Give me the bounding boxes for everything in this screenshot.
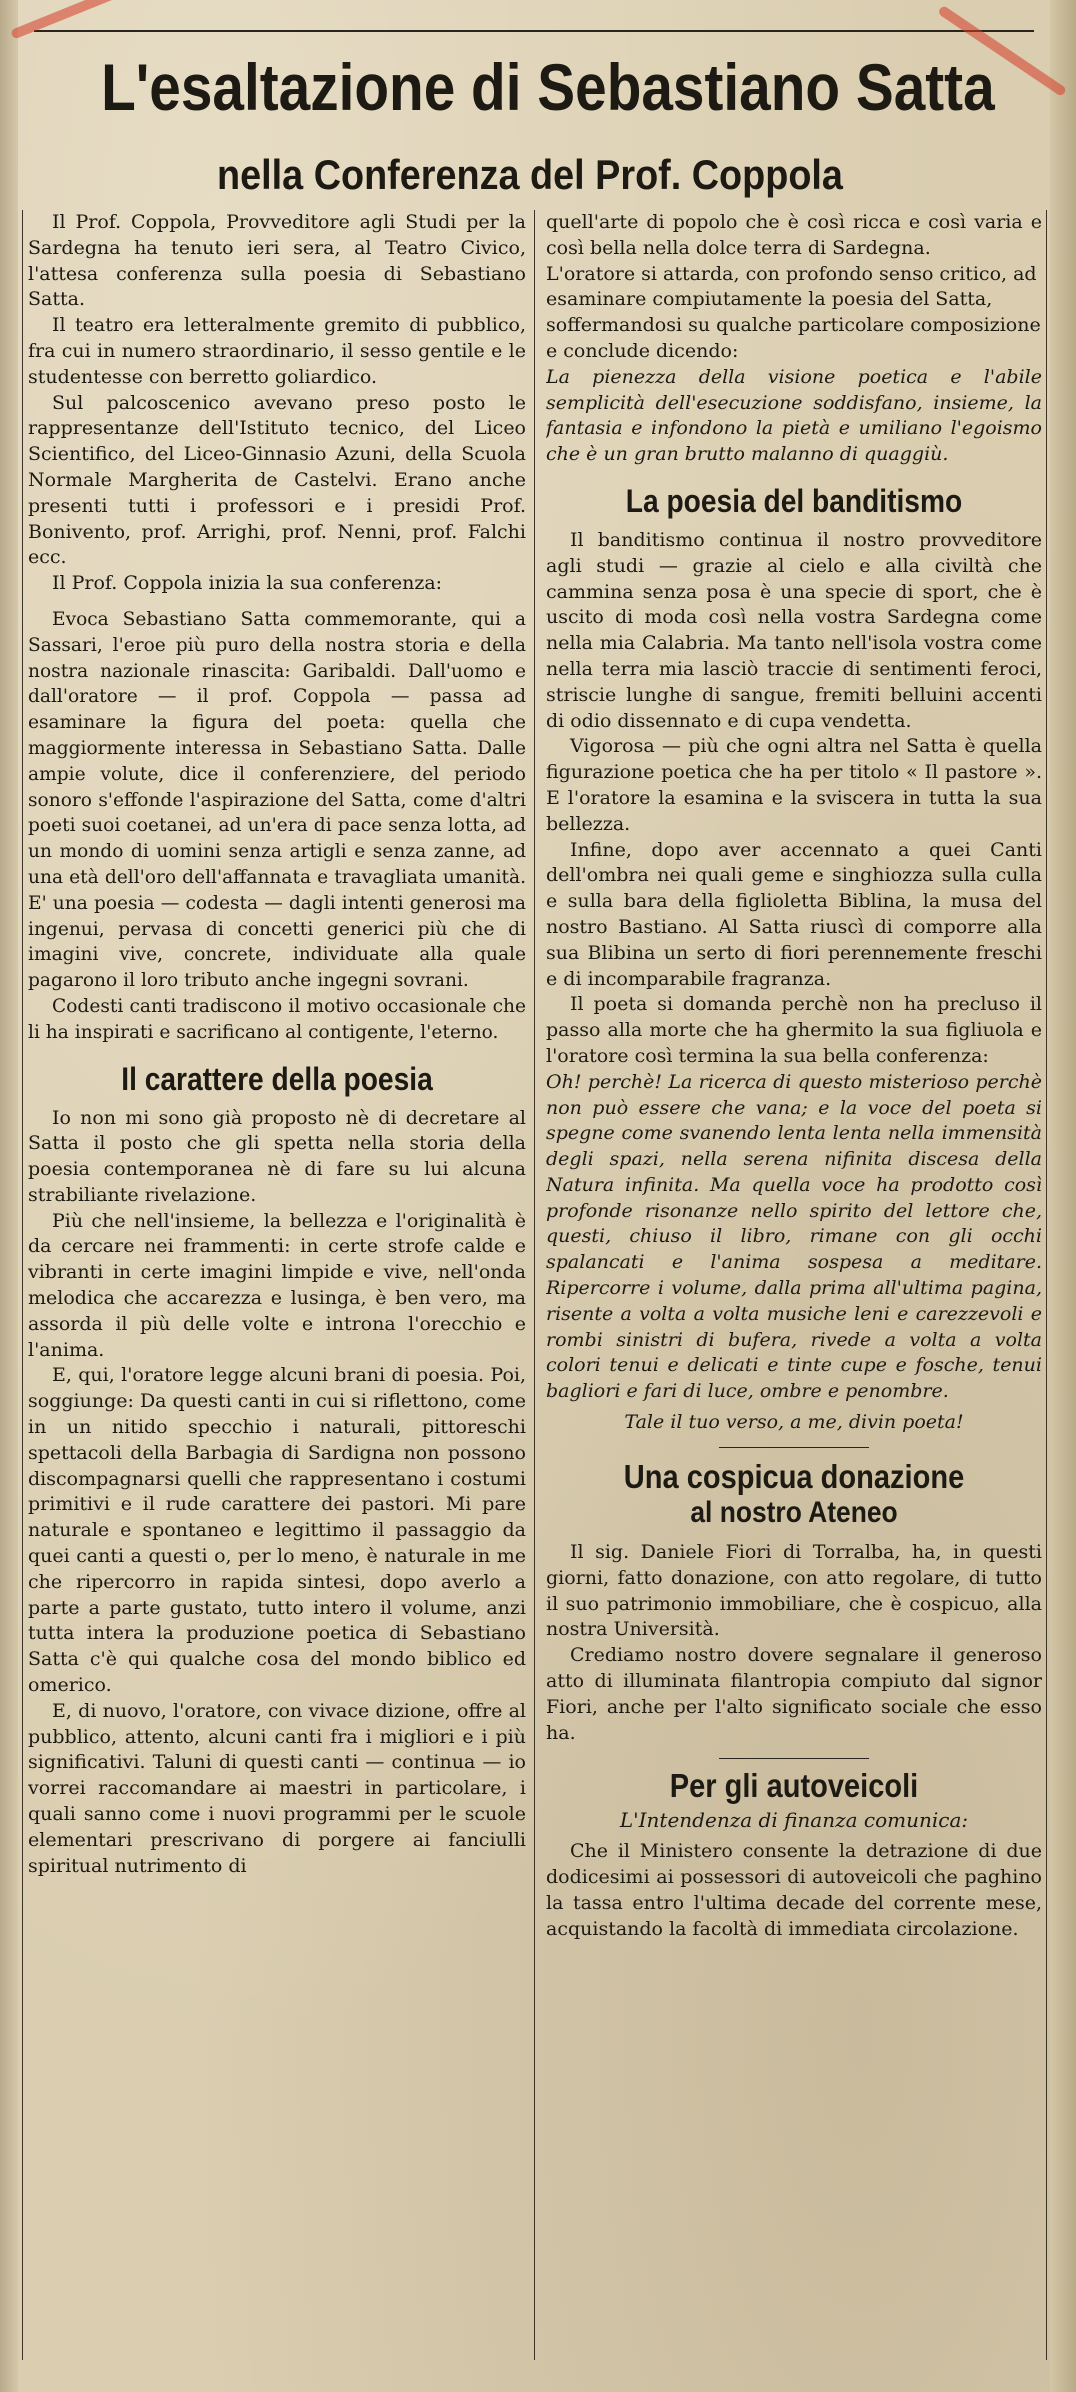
red-pencil-mark-left — [10, 0, 125, 40]
paragraph: E, di nuovo, l'oratore, con vivace dizione, offre al pubblico, attento, alcuni canti fra i migliori e i più significativi. Taluni di questi canti — continua — io vorrei raccomandare ai maestri in particolare, i quali sanno come i nuovi programmi per le scuole elementari prescrivano di porgere ai fanciulli spiritual nutrimento di — [28, 1699, 526, 1877]
vehicles-byline: L'Intendenza di finanza comunica: — [619, 1808, 969, 1833]
paragraph: Il teatro era letteralmente gremito di pubblico, fra cui in numero straordinario, il sesso gentile e le studentesse con berretto goliardico. — [28, 314, 526, 388]
left-column — [28, 210, 526, 2360]
headline: L'esaltazione di Sebastiano Satta — [101, 50, 995, 124]
quote-paragraph: Codesti canti tradiscono il motivo occasionale che li ha inspirati e sacrificano al contigente, l'eterno. — [28, 995, 526, 1043]
paragraph: Il poeta si domanda perchè non ha precluso il passo alla morte che ha ghermito la sua figliuola e l'oratore così termina la sua bella conferenza: — [546, 993, 1042, 1067]
paragraph: Infine, dopo aver accennato a quei Canti dell'ombra nei quali geme e singhiozza sulla culla e sulla bara della figlioletta Biblina, la musa del nostro Bastiano. Al Satta riuscì di comporre alla sua Blibina un serto di fiori perennemente freschi e di incomparabile fragranza. — [546, 838, 1042, 990]
paragraph: Che il Ministero consente la detrazione di due dodicesimi ai possessori di autoveicoli che paghino la tassa entro l'ultima decade del corrente mese, acquistando la facoltà di immediata circolazione. — [546, 1840, 1042, 1940]
donation-subtitle: al nostro Ateneo — [690, 1496, 898, 1530]
column-rule-left — [22, 210, 23, 2360]
vehicles-title: Per gli autoveicoli — [669, 1767, 919, 1805]
paragraph: Il Prof. Coppola inizia la sua conferenza: — [52, 572, 443, 595]
section-separator — [719, 1447, 869, 1448]
section-title-carattere: Il carattere della poesia — [121, 1060, 433, 1097]
section-separator — [719, 1758, 869, 1759]
column-rule-right — [1046, 210, 1047, 2360]
top-rule — [34, 30, 1034, 32]
paragraph: Il Prof. Coppola, Provveditore agli Studi per la Sardegna ha tenuto ieri sera, al Teatro Civico, l'attesa conferenza sulla poesia di Sebastiano Satta. — [28, 211, 526, 311]
italic-quote: La pienezza della visione poetica e l'abile semplicità dell'esecuzione soddisfano, insieme, la fantasia e infondono la pietà e umiliano l'egoismo che è un gran brutto malanno di quaggiù. — [546, 365, 1042, 466]
paragraph: Vigorosa — più che ogni altra nel Satta è quella figurazione poetica che ha per titolo « Il pastore ». E l'oratore la esamina e la sviscera in tutta la sua bellezza. — [546, 735, 1042, 835]
closing-verse: Tale il tuo verso, a me, divin poeta! — [624, 1411, 964, 1434]
paragraph: L'oratore si attarda, con profondo senso critico, ad esaminare compiutamente la poesia del Satta, soffermandosi su qualche particolare composizione e conclude dicendo: — [546, 262, 1041, 362]
section-title-banditismo: La poesia del banditismo — [625, 482, 963, 519]
paragraph: E, qui, l'oratore legge alcuni brani di poesia. Poi, soggiunge: Da questi canti in cui si riflettono, come in un nitido specchio i naturali, pittoreschi spettacoli della Barbagia di Sardigna non possono discompagnarsi quelli che rappresentano i costumi primitivi e il rude carattere dei pastori. Mi pare naturale e spontaneo e legittimo il passaggio da quei canti a questi o, per lo meno, è naturale in me che ripercorro in rapida sintesi, dopo averlo a parte a parte gustato, tutto intero il volume, anzi tutta intera la produzione poetica di Sebastiano Satta c'è qui qualche cosa del mondo biblico ed omerico. — [28, 1364, 526, 1697]
paragraph: Io non mi sono già proposto nè di decretare al Satta il posto che gli spetta nella storia della poesia contemporanea nè di fare su lui alcuna strabiliante rivelazione. — [28, 1106, 526, 1206]
page-right-edge — [1050, 0, 1076, 2392]
column-divider — [534, 210, 535, 2360]
paragraph: Crediamo nostro dovere segnalare il generoso atto di illuminata filantropia compiuto dal signor Fiori, anche per l'alto significato sociale che esso ha. — [546, 1644, 1042, 1744]
italic-quote: Oh! perchè! La ricerca di questo misterioso perchè non può essere che vana; e la voce del poeta si spegne come svanendo lenta lenta nella immensità degli spazi, nella serena nifinita discesa della Natura infinita. Ma quella voce ha prodotto così profonde risonanze nello spirito del lettore che, questi, chiuso il libro, rimane con gli occhi spalancati e l'anima sospesa a meditare. Ripercorre i volume, dalla prima all'ultima pagina, risente a volta a volta musiche leni e carezzevoli e rombi sinistri di bufera, rivede a volta a volta colori tenui e delicati e tinte cupe e fosche, tenui bagliori e fari di luce, ombre e penombre. — [546, 1070, 1042, 1403]
paragraph: Sul palcoscenico avevano preso posto le rappresentanze dell'Istituto tecnico, del Liceo Scientifico, del Liceo-Ginnasio Azuni, della Scuola Normale Margherita de Castelvi. Erano anche presenti tutti i professori e i presidi Prof. Bonivento, prof. Arrighi, prof. Nenni, prof. Falchi ecc. — [28, 391, 526, 569]
paragraph: quell'arte di popolo che è così ricca e così varia e così bella nella dolce terra di Sardegna. — [546, 211, 1042, 259]
page-left-edge — [0, 0, 18, 2392]
paragraph: Il banditismo continua il nostro provveditore agli studi — grazie al cielo e alla civiltà che cammina senza posa è una specie di sport, che è uscito di moda così nella vostra Sardegna come nella mia Calabria. Ma tanto nell'isola vostra come nella terra mia lasciò traccie di sentimenti feroci, striscie lunghe di sangue, fremiti belluini accenti di odio dissennato e di cupa vendetta. — [546, 528, 1042, 732]
donation-title: Una cospicua donazione — [623, 1458, 965, 1496]
paragraph: Il sig. Daniele Fiori di Torralba, ha, in questi giorni, fatto donazione, con atto regolare, di tutto il suo patrimonio immobiliare, che è cospicuo, alla nostra Università. — [546, 1541, 1042, 1641]
right-column — [546, 210, 1042, 2360]
subheadline: nella Conferenza del Prof. Coppola — [217, 151, 843, 198]
quote-paragraph: Evoca Sebastiano Satta commemorante, qui a Sassari, l'eroe più puro della nostra storia e della nostra nazionale rinascita: Garibaldi. Dall'uomo e dall'oratore — il prof. Coppola — passa ad esaminare la figura del poeta: quella che maggiormente interessa in Sebastiano Satta. Dalle ampie volute, dice il conferenziere, del periodo sonoro s'effonde l'aspirazione del Satta, come d'altri poeti suoi coetanei, ad un'era di pace senza lotta, ad un mondo di uomini senza artigli e senza zanne, ad una età dell'oro dell'affannata e travagliata umanità. E' una poesia — codesta — dagli intenti generosi ma ingenui, pervasa di concetti generici più che di imagini vive, concrete, individuate alla quale pagarono il loro tributo anche ingegni sovrani. — [28, 608, 526, 992]
paragraph: Più che nell'insieme, la bellezza e l'originalità è da cercare nei frammenti: in certe strofe calde e vibranti in certe imagini limpide e vive, nell'onda melodica che accarezza e lusinga, è ben vero, ma assorda il più delle volte e introna l'orecchio e l'anima. — [28, 1209, 526, 1361]
